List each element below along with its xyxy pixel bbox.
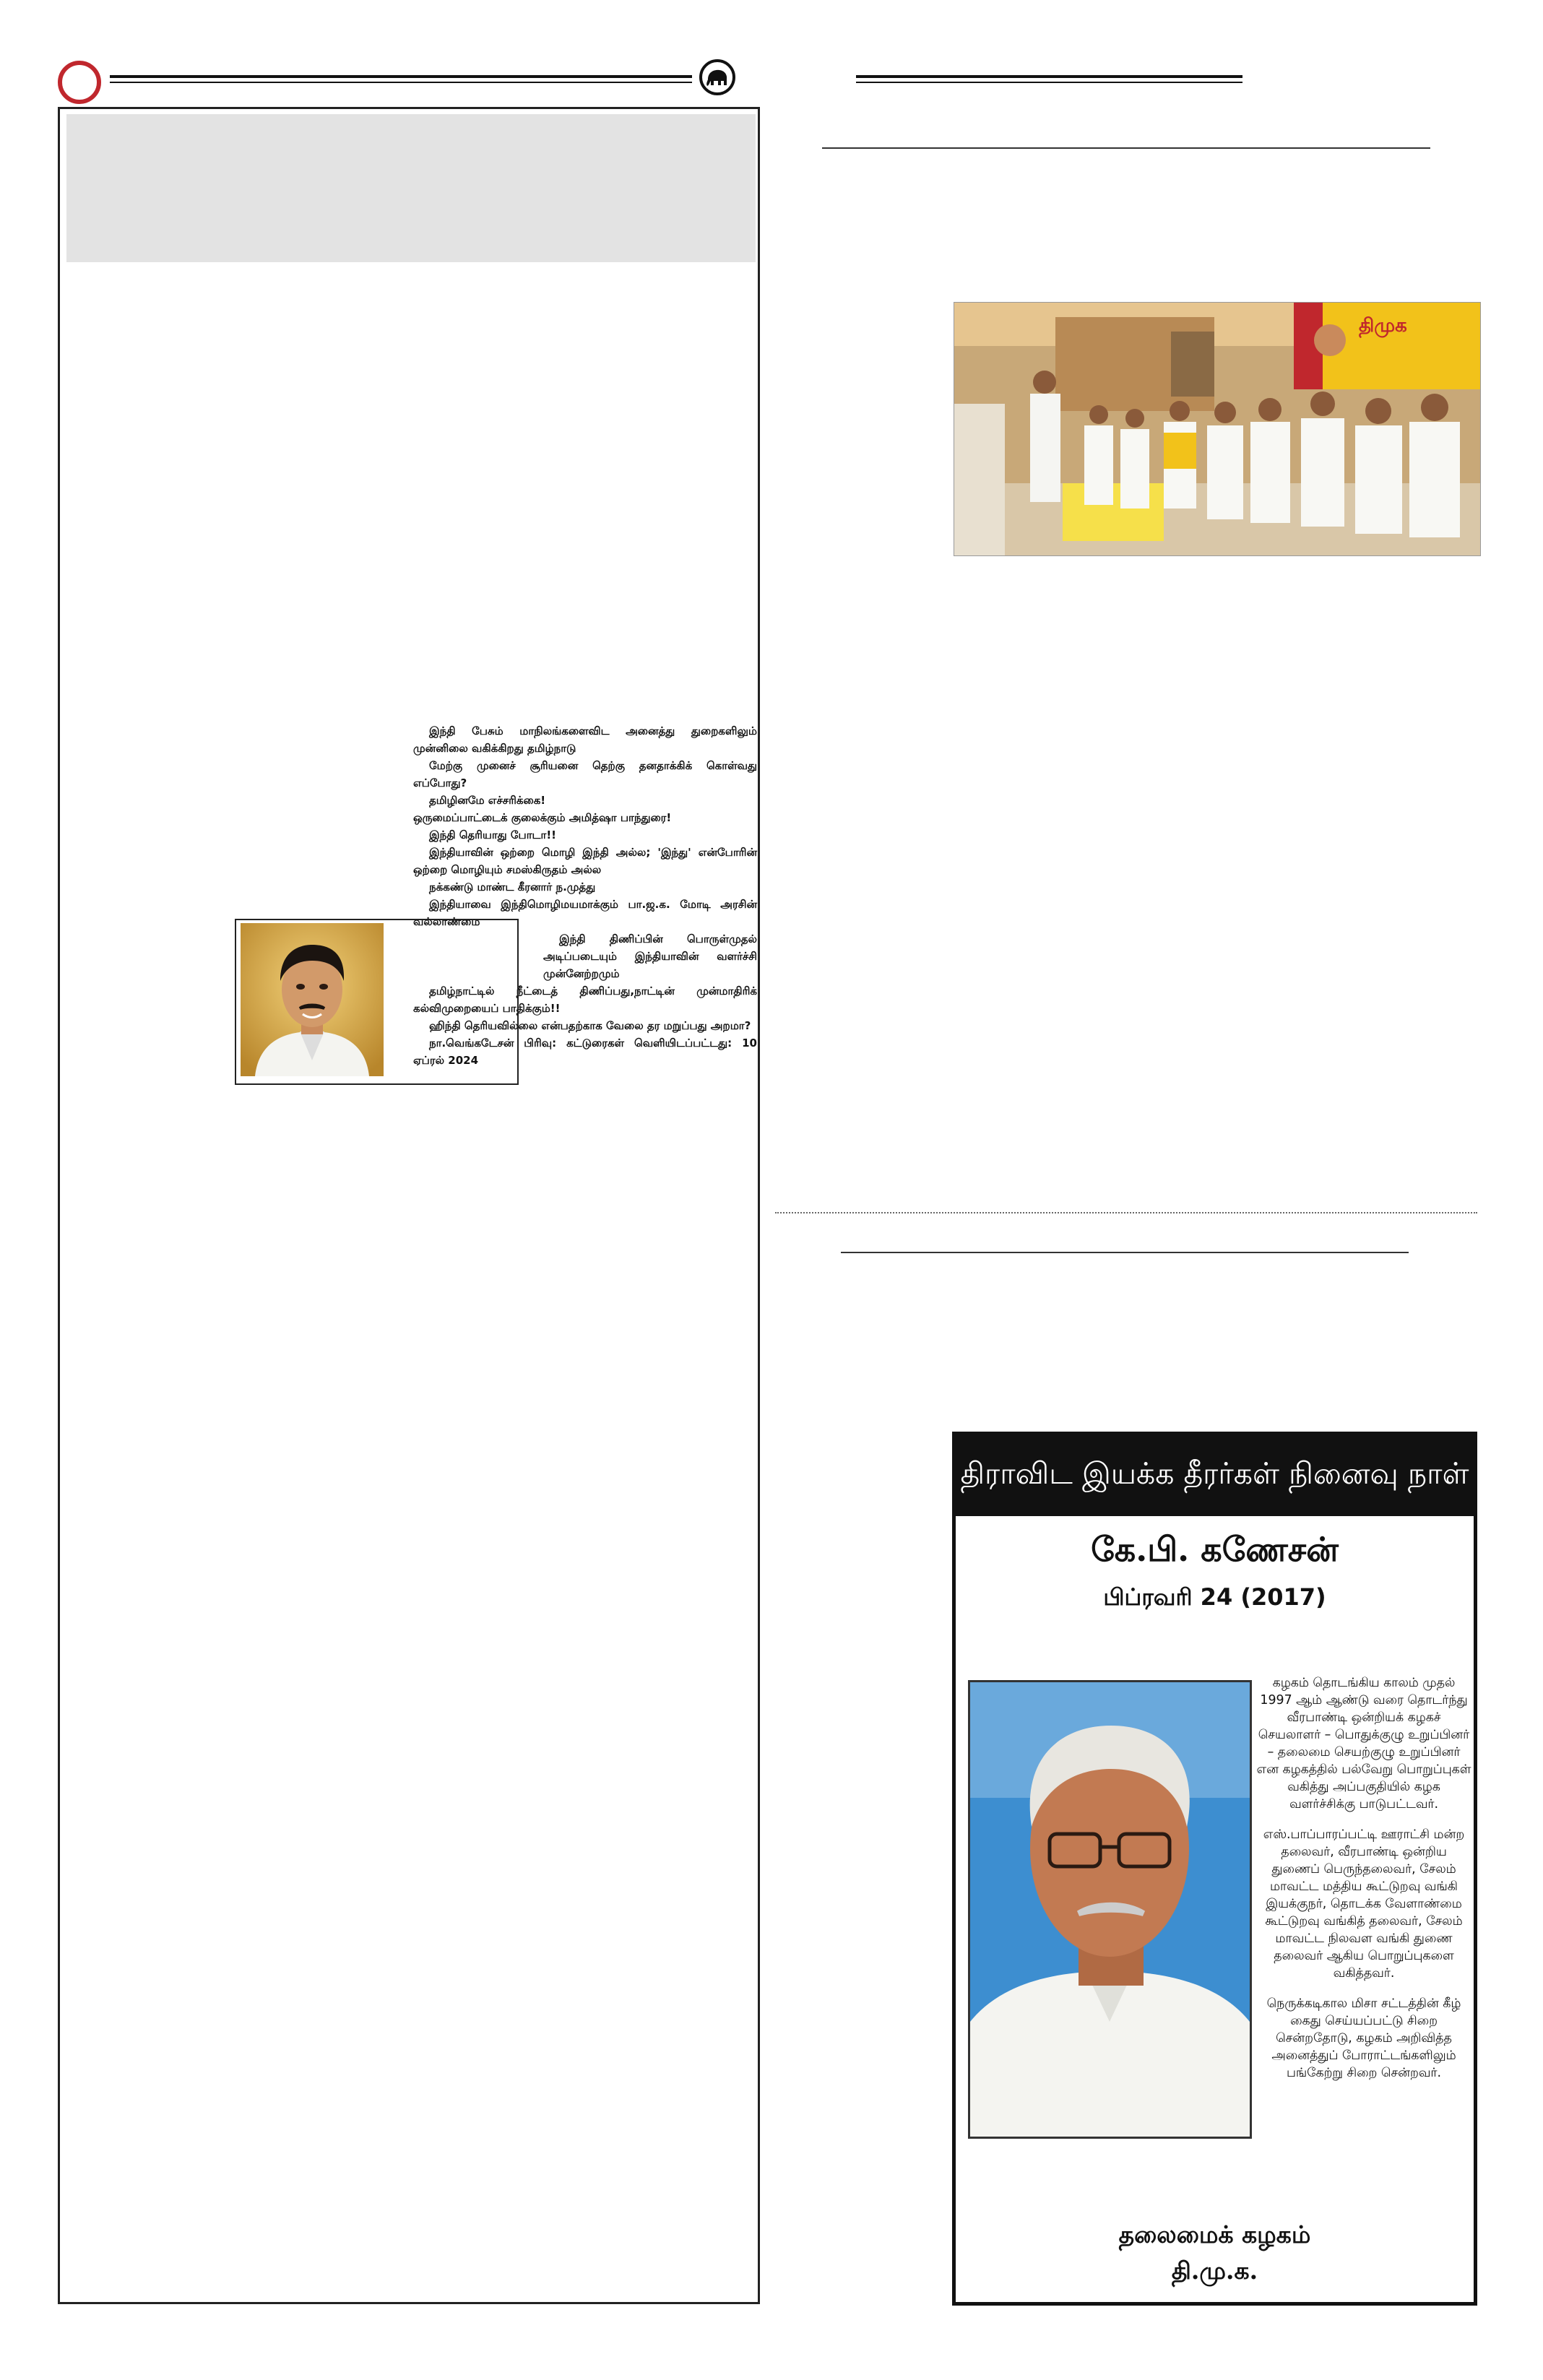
left-column-frame <box>58 107 760 2304</box>
memorial-heading: திராவிட இயக்க தீரர்கள் நினைவு நாள் <box>956 1435 1474 1516</box>
elephant-icon <box>699 59 735 95</box>
list-item: நக்கண்டு மாண்ட கீரனார் ந.முத்து <box>429 880 596 893</box>
header-rule-right-thin <box>856 82 1242 83</box>
page-number-circle <box>58 61 101 104</box>
header-rule <box>110 75 692 78</box>
header-rule-thin <box>110 82 692 83</box>
left-header-panel <box>66 114 756 262</box>
list-item: ஹிந்தி தெரியவில்லை என்பதற்காக வேலை தர மறுப்பது அறமா? <box>429 1019 751 1032</box>
memorial-name: கே.பி. கணேசன் <box>1091 1530 1339 1569</box>
section-rule <box>841 1252 1409 1253</box>
list-item: மேற்கு முனைச் சூரியனை தெற்கு தனதாக்கிக் கொள்வது எப்போது? <box>413 759 757 789</box>
section-divider <box>775 1212 1477 1213</box>
bio-paragraph: கழகம் தொடங்கிய காலம் முதல் 1997 ஆம் ஆண்டு வரை தொடர்ந்து வீரபாண்டி ஒன்றியக் கழகச் செயலாளர் – பொதுக்குழு உறுப்பினர் – தலைமை செயற்குழு உறுப்பினர் என கழகத்தில் பல்வேறு பொறுப்புகள் வகித்து அப்பகுதியில் கழக வளர்ச்சிக்கு பாடுபட்டவர். <box>1256 1676 1471 1812</box>
list-item: இந்தி தெரியாது போடா!! <box>429 828 557 841</box>
list-item: தமிழ்நாட்டில் நீட்டைத் திணிப்பது,நாட்டின் முன்மாதிரிக் கல்விமுறையைப் பாதிக்கும்!! <box>413 985 757 1015</box>
memorial-org: தலைமைக் கழகம் <box>1118 2220 1311 2249</box>
list-item: ஒருமைப்பாட்டைக் குலைக்கும் அமித்ஷா பாந்துரை! <box>413 811 672 824</box>
memorial-date: பிப்ரவரி 24 (2017) <box>1103 1583 1326 1611</box>
list-item: தமிழினமே எச்சரிக்கை! <box>429 794 546 807</box>
list-item: இந்தி திணிப்பின் பொருள்முதல் அடிப்படையும் இந்தியாவின் வளர்ச்சி முன்னேற்றமும் <box>543 932 757 980</box>
bio-paragraph: எஸ்.பாப்பாரப்பட்டி ஊராட்சி மன்ற தலைவர், வீரபாண்டி ஒன்றிய துணைப் பெருந்தலைவர், சேலம் மாவட்ட மத்திய கூட்டுறவு வங்கி இயக்குநர், தொடக்க வேளாண்மை கூட்டுறவு வங்கித் தலைவர், சேலம் மாவட்ட நிலவள வங்கி துணை தலைவர் ஆகிய பொறுப்புகளை வகித்தவர். <box>1263 1827 1465 1981</box>
section-rule <box>822 147 1430 149</box>
banner-text: திமுக <box>1359 315 1407 337</box>
memorial-portrait <box>968 1680 1252 2139</box>
list-item: இந்தியாவின் ஒற்றை மொழி இந்தி அல்ல; 'இந்து' என்போரின் ஒற்றை மொழியும் சமஸ்கிருதம் அல்ல <box>413 846 757 876</box>
header-rule-right <box>856 75 1242 78</box>
list-item: நா.வெங்கடேசன் பிரிவு: கட்டுரைகள் வெளியிடப்பட்டது: 10 ஏப்ரல் 2024 <box>413 1037 757 1067</box>
list-item: இந்தி பேசும் மாநிலங்களைவிட அனைத்து துறைகளிலும் முன்னிலை வகிக்கிறது தமிழ்நாடு <box>413 724 757 755</box>
author-photo <box>241 923 384 1076</box>
memorial-party: தி.மு.க. <box>1171 2256 1258 2285</box>
bio-paragraph: நெருக்கடிகால மிசா சட்டத்தின் கீழ் கைது செய்யப்பட்டு சிறை சென்றதோடு, கழகம் அறிவித்த அனைத்துப் போராட்டங்களிலும் பங்கேற்று சிறை சென்றவர். <box>1266 1996 1461 2080</box>
event-photo <box>954 302 1481 556</box>
list-item: இந்தியாவை இந்திமொழிமயமாக்கும் பா.ஜ.க. மோடி அரசின் வல்லாண்மை <box>413 898 757 928</box>
memorial-bio <box>1255 1674 1472 2095</box>
